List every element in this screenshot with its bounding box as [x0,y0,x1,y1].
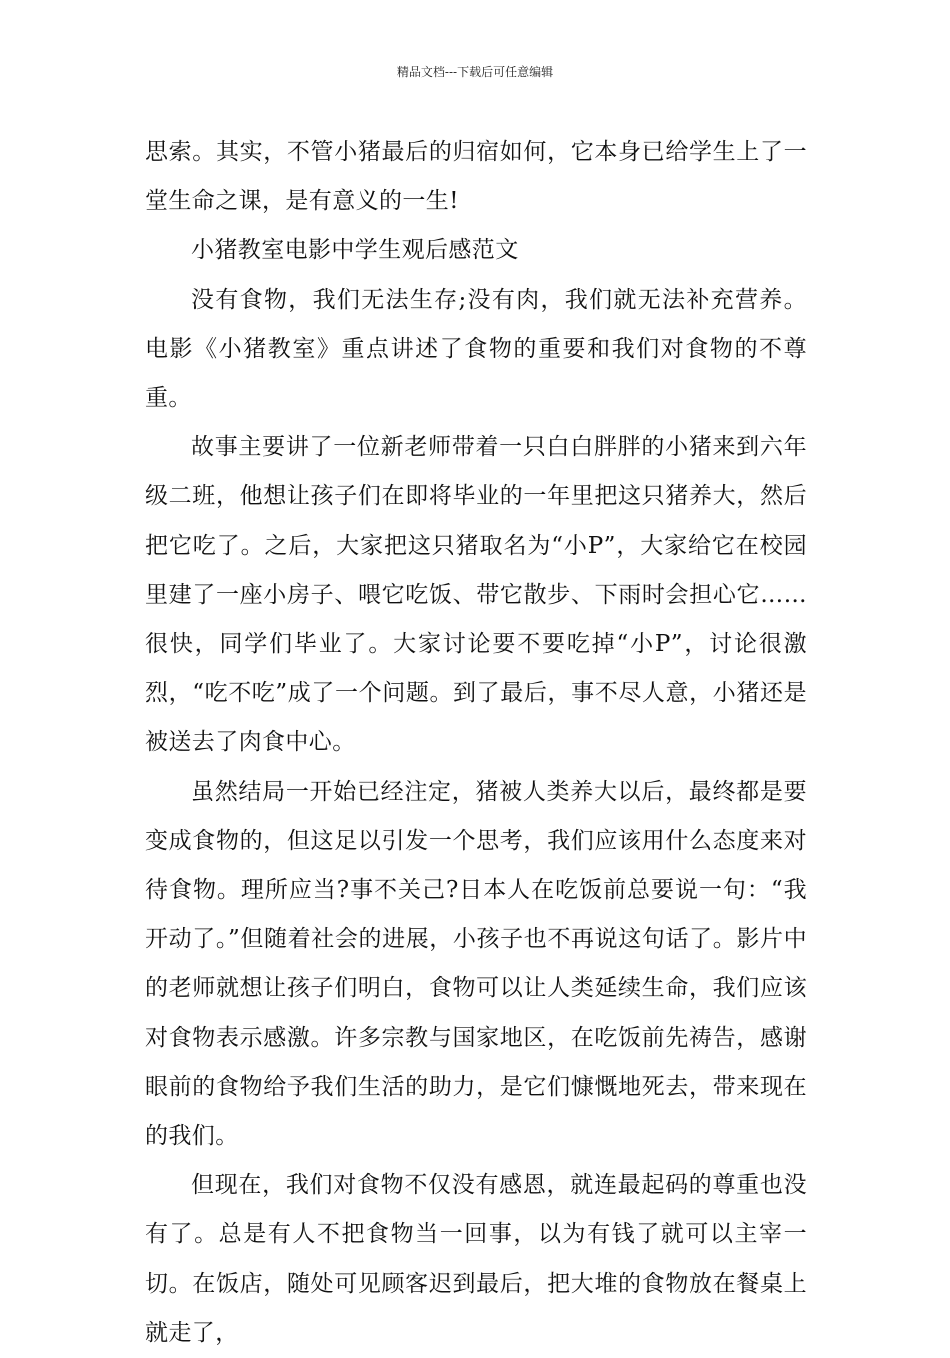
paragraph-continuation: 思索。其实，不管小猪最后的归宿如何，它本身已给学生上了一堂生命之课，是有意义的一生! [145,139,807,215]
document-body [145,128,807,1358]
page-header: 精品文档---下载后可任意编辑 [396,65,554,79]
paragraph: 但现在，我们对食物不仅没有感恩，就连最起码的尊重也没有了。总是有人不把食物当一回事，以为有钱了就可以主宰一切。在饭店，随处可见顾客迟到最后，把大堆的食物放在餐桌上就走了， [145,1172,807,1346]
paragraph: 没有食物，我们无法生存;没有肉，我们就无法补充营养。电影《小猪教室》重点讲述了食物的重要和我们对食物的不尊重。 [145,286,807,412]
paragraph: 虽然结局一开始已经注定，猪被人类养大以后，最终都是要变成食物的，但这足以引发一个思考，我们应该用什么态度来对待食物。理所应当?事不关己?日本人在吃饭前总要说一句：“我开动了。”但随着社会的进展，小孩子也不再说这句话了。影片中的老师就想让孩子们明白，食物可以让人类延续生命，我们应该对食物表示感激。许多宗教与国家地区，在吃饭前先祷告，感谢眼前的食物给予我们生活的助力，是它们慷慨地死去，带来现在的我们。 [145,778,807,1150]
section-title: 小猪教室电影中学生观后感范文 [191,237,519,264]
paragraph: 故事主要讲了一位新老师带着一只白白胖胖的小猪来到六年级二班，他想让孩子们在即将毕业的一年里把这只猪养大，然后把它吃了。之后，大家把这只猪取名为“小P”，大家给它在校园里建了一座小房子、喂它吃饭、带它散步、下雨时会担心它……很快，同学们毕业了。大家讨论要不要吃掉“小P”，讨论很激烈，“吃不吃”成了一个问题。到了最后，事不尽人意，小猪还是被送去了肉食中心。 [145,434,807,756]
